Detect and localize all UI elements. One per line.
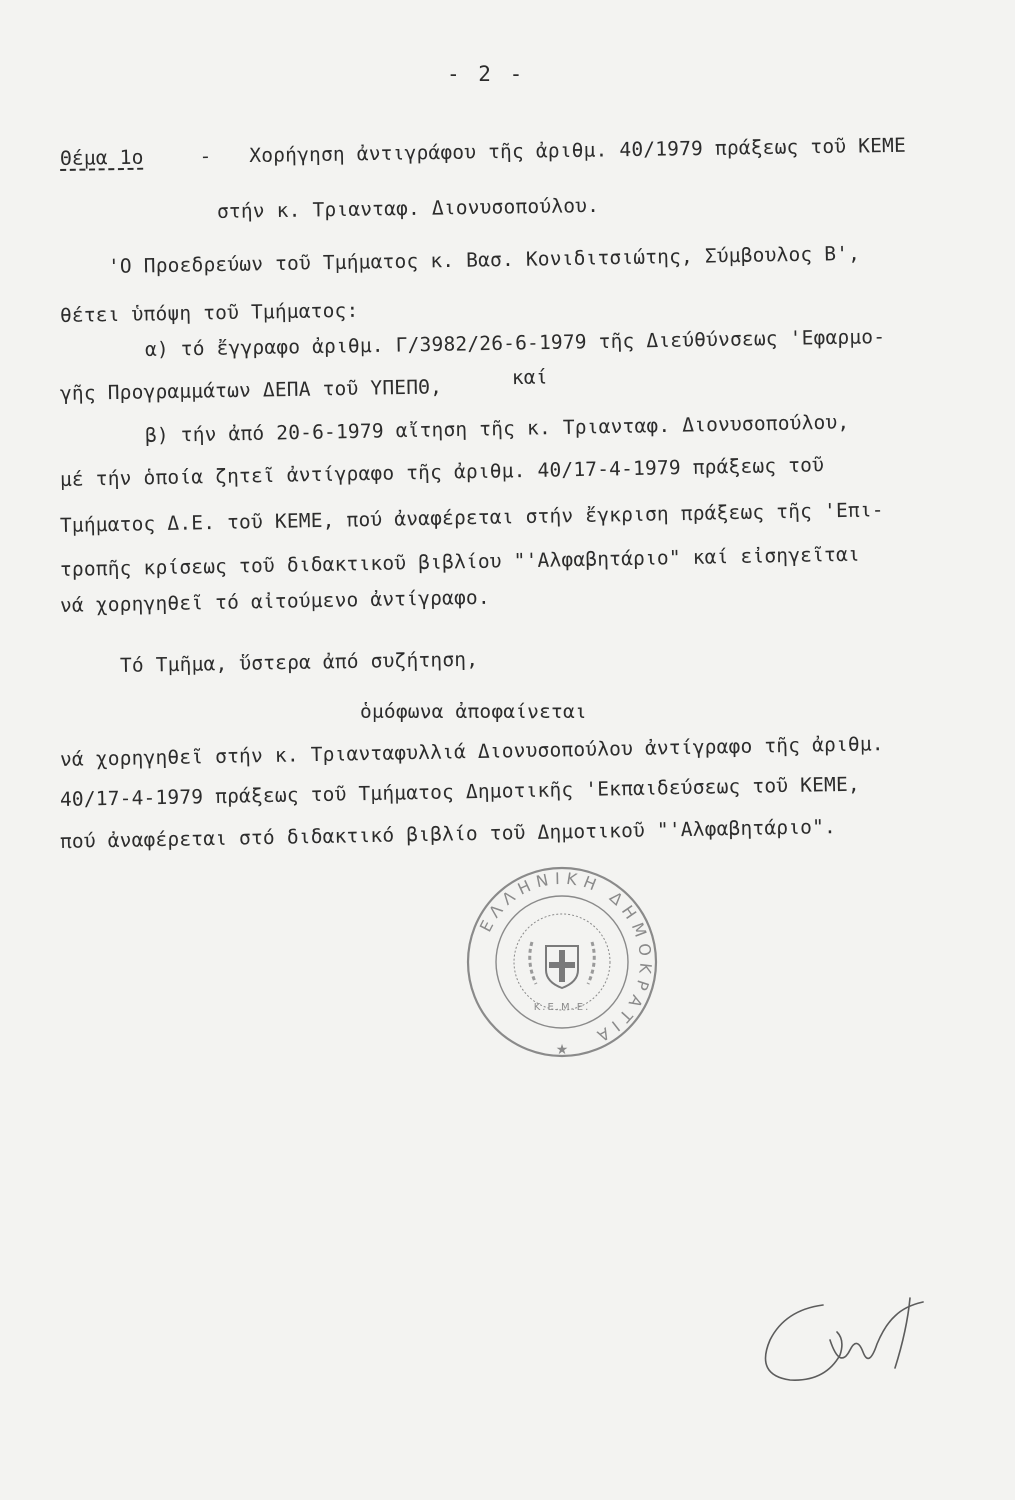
body-line-3: α) τό ἔγγραφο ἀριθμ. Γ/3982/26-6-1979 τῆς Διεύθύνσεως 'Εφαρμο- xyxy=(144,325,886,361)
body-line-9: νά χορηγηθεῖ τό αἰτούμενο ἀντίγραφο. xyxy=(59,585,490,617)
subject-label: Θέμα 1ο xyxy=(59,145,144,170)
body-line-2: θέτει ὑπόψη τοῦ Τμήματος: xyxy=(59,298,359,327)
star-icon: ★ xyxy=(555,1042,569,1058)
page-number: - 2 - xyxy=(447,62,526,86)
subject-dash: - xyxy=(199,144,212,168)
body-line-6: μέ τήν ὁποία ζητεῖ ἀντίγραφο τῆς ἀριθμ. 40/17-4-1979 πράξεως τοῦ xyxy=(59,453,825,491)
subject-line-2: στήν κ. Τριανταφ. Διονυσοπούλου. xyxy=(216,193,600,223)
body-line-7: Τμήματος Δ.Ε. τοῦ ΚΕΜΕ, πού ἀναφέρεται στήν ἔγκριση πράξεως τῆς 'Επι- xyxy=(59,498,884,537)
body-line-4 xyxy=(59,365,548,405)
body-line-10: Τό Τμῆμα, ὕστερα ἀπό συζήτηση, xyxy=(119,647,479,677)
body-line-12: νά χορηγηθεῖ στήν κ. Τριανταφυλλιά Διονυσοπούλου ἀντίγραφο τῆς ἀριθμ. xyxy=(59,732,884,771)
decision-heading: ὁμόφωνα ἀποφαίνεται xyxy=(360,700,587,723)
body-line-4-text: γῆς Προγραμμάτων ΔΕΠΑ τοῦ ΥΠΕΠΘ, xyxy=(59,375,443,405)
body-line-1: 'Ο Προεδρεύων τοῦ Τμήματος κ. Βασ. Κονιδιτσιώτης, Σύμβουλος Β', xyxy=(107,241,861,278)
subject-line-1 xyxy=(59,133,907,170)
body-line-13: 40/17-4-1979 πράξεως τοῦ Τμήματος Δημοτικῆς 'Εκπαιδεύσεως τοῦ ΚΕΜΕ, xyxy=(59,772,861,811)
handwritten-signature xyxy=(745,1270,945,1400)
body-line-5: β) τήν ἀπό 20-6-1979 αἴτηση τῆς κ. Τριανταφ. Διονυσοπούλου, xyxy=(144,410,850,447)
subject-title: Χορήγηση ἀντιγράφου τῆς ἀριθμ. 40/1979 πράξεως τοῦ ΚΕΜΕ xyxy=(249,133,907,168)
body-line-14: πού ἀναφέρεται στό διδακτικό βιβλίο τοῦ Δημοτικοῦ "'Αλφαβητάριο". xyxy=(59,815,837,853)
body-line-4-conj: καί xyxy=(511,365,548,390)
seal-outer-text: ΕΛΛΗΝΙΚΗ ΔΗΜΟΚΡΑΤΙΑ xyxy=(475,868,656,1049)
official-seal-stamp xyxy=(462,862,662,1062)
body-line-8: τροπῆς κρίσεως τοῦ διδακτικοῦ βιβλίου "'Αλφαβητάριο" καί εἰσηγεῖται xyxy=(59,542,861,581)
coat-of-arms-icon xyxy=(530,942,595,988)
seal-bottom-text: Κ.Ε.Μ.Ε. xyxy=(533,1002,591,1013)
